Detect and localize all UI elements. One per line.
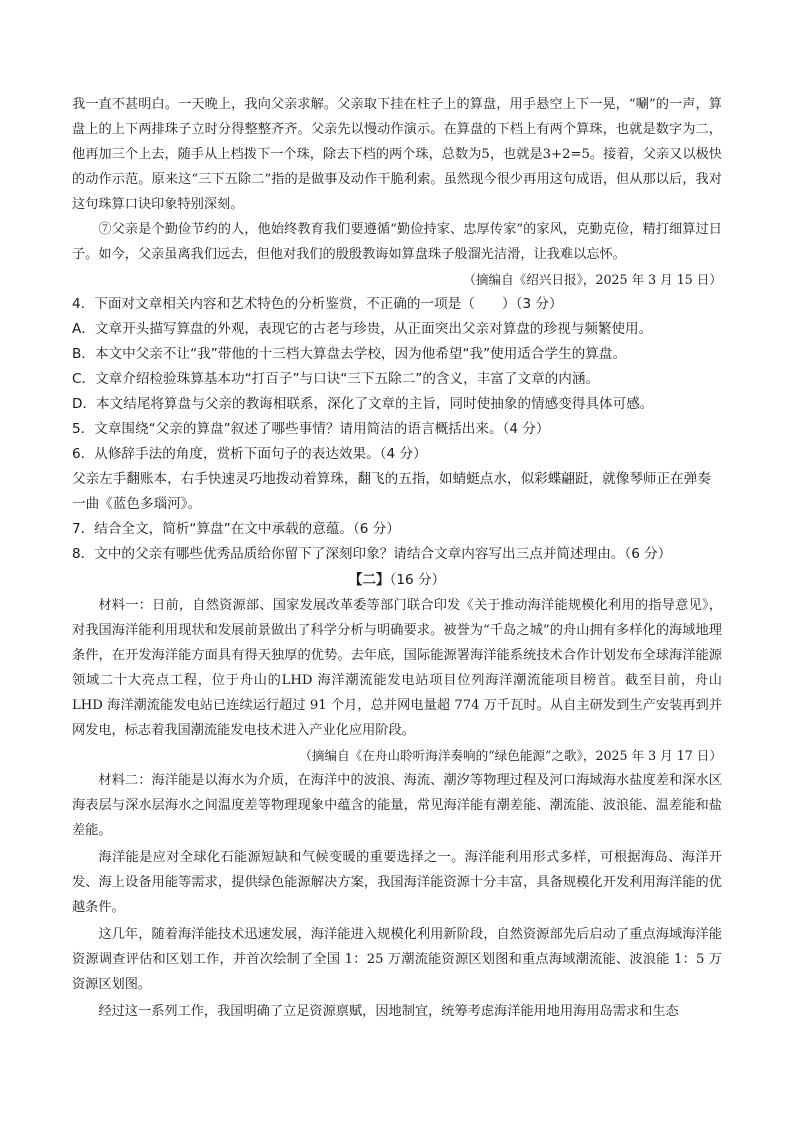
material-2-paragraph-3: 这几年，随着海洋能技术迅速发展，海洋能进入规模化利用新阶段，自然资源部先后启动了重点海域海洋能资源调查评估和区划工作，并首次绘制了全国 1：25 万潮流能资源区划图和重点海域潮流能、波浪能 1：5 万资源区划图。	[72, 927, 722, 992]
question-5: 5．文章围绕“父亲的算盘”叙述了哪些事情？请用简洁的语言概括出来。（4 分）	[72, 421, 550, 437]
exam-page	[72, 92, 722, 1024]
section-2-heading	[72, 567, 722, 593]
material-2-paragraph-1: 材料二：海洋能是以海水为介质，在海洋中的波浪、海流、潮汐等物理过程及河口海域海水盐度差和深水区海表层与深水层海水之间温度差等物理现象中蕴含的能量，常见海洋能有潮差能、潮流能、波浪能、温差能和盐差能。	[72, 773, 722, 838]
question-4: 4．下面对文章相关内容和艺术特色的分析鉴赏，不正确的一项是（ ）（3 分）	[72, 296, 563, 312]
question-8: 8．文中的父亲有哪些优秀品质给你留下了深刻印象？请结合文章内容写出三点并简述理由。（6 分）	[72, 546, 672, 562]
passage1-source: （摘编自《绍兴日报》，2025 年 3 月 15 日）	[463, 272, 722, 287]
question-4-option-c: C．文章介绍检验珠算基本功“打百子”与口诀“三下五除二”的含义，丰富了文章的内涵。	[72, 371, 600, 387]
question-4-option-a: A．文章开头描写算盘的外观，表现它的古老与珍贵，从正面突出父亲对算盘的珍视与频繁使用。	[72, 321, 653, 337]
material-2-paragraph-2: 海洋能是应对全球化石能源短缺和气候变暖的重要选择之一。海洋能利用形式多样，可根据海岛、海洋开发、海上设备用能等需求，提供绿色能源解决方案，我国海洋能资源十分丰富，具备规模化开发利用海洋能的优越条件。	[72, 850, 722, 915]
section-2-score: （16 分）	[389, 572, 446, 588]
section-2-title: 【二】	[348, 572, 390, 588]
material-1: 材料一：日前，自然资源部、国家发展改革委等部门联合印发《关于推动海洋能规模化利用的指导意见》，对我国海洋能利用现状和发展前景做出了科学分析与明确要求。被誉为“千岛之城”的舟山拥有多样化的海域地理条件，在开发海洋能方面具有得天独厚的优势。去年底，国际能源署海洋能系统技术合作计划发布全球海洋能源领域二十大亮点工程，位于舟山的LHD 海洋潮流能发电站项目位列海洋潮流能项目榜首。截至目前，舟山 LHD 海洋潮流能发电站已连续运行超过 91 个月，总并网电量超 774 万千瓦时。从自主研发到生产安装再到并网发电，标志着我国潮流能发电技术进入产业化应用阶段。	[72, 598, 722, 738]
question-6-quote: 父亲左手翻账本，右手快速灵巧地拨动着算珠，翻飞的五指，如蜻蜓点水，似彩蝶翩跹，就像琴师正在弹奏一曲《蓝色多瑙河》。	[72, 471, 711, 512]
question-4-option-d: D．本文结尾将算盘与父亲的教诲相联系，深化了文章的主旨，同时使抽象的情感变得具体可感。	[72, 396, 654, 412]
question-6: 6．从修辞手法的角度，赏析下面句子的表达效果。（4 分）	[72, 446, 427, 462]
material-1-source: （摘编自《在舟山聆听海洋奏响的“绿色能源”之歌》，2025 年 3 月 17 日）	[299, 748, 722, 763]
question-7: 7．结合全文，简析“算盘”在文中承载的意蕴。（6 分）	[72, 521, 400, 537]
material-2-paragraph-4: 经过这一系列工作，我国明确了立足资源禀赋，因地制宜，统筹考虑海洋能用地用海用岛需求和生态	[98, 1004, 679, 1019]
question-4-option-b: B．本文中父亲不让“我”带他的十三档大算盘去学校，因为他希望“我”使用适合学生的算盘。	[72, 346, 627, 362]
passage1-paragraph6: 我一直不甚明白。一天晚上，我向父亲求解。父亲取下挂在柱子上的算盘，用手悬空上下一晃，“唰”的一声，算盘上的上下两排珠子立时分得整整齐齐。父亲先以慢动作演示。在算盘的下档上有两个算珠，也就是数字为二，他再加三个上去，随手从上档拨下一个珠，除去下档的两个珠，总数为5，也就是3+2=5。接着，父亲又以极快的动作示范。原来这“三下五除二”指的是做事及动作干脆利索。虽然现今很少再用这句成语，但从那以后，我对这句珠算口诀印象特别深刻。	[72, 97, 722, 212]
passage1-paragraph7: ⑦父亲是个勤俭节约的人，他始终教育我们要遵循“勤俭持家、忠厚传家”的家风，克勤克俭，精打细算过日子。如今，父亲虽离我们远去，但他对我们的殷殷教诲如算盘珠子般溜光洁滑，让我难以忘怀。	[72, 222, 722, 262]
